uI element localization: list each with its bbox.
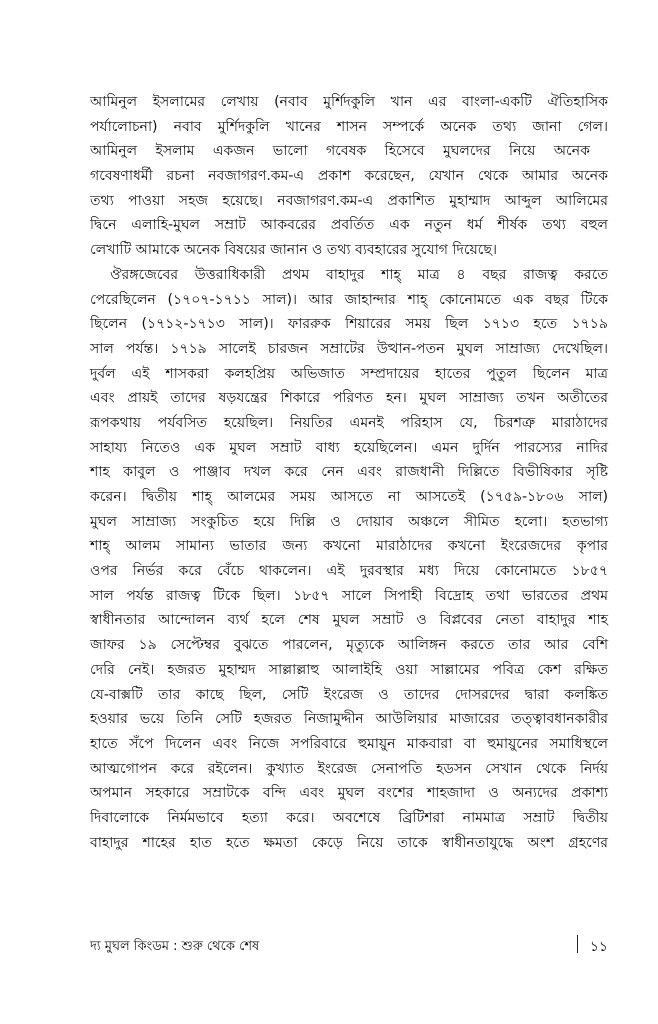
text-line: আত্মগোপন করে রইলেন। কুখ্যাত ইংরেজ সেনাপতি হডসন সেখান থেকে নির্দয়	[90, 760, 608, 777]
text-line: শাহ কাবুল ও পাঞ্জাব দখল করে নেন এবং রাজধানী দিল্লিতে বিভীষিকার সৃষ্টি	[90, 464, 608, 481]
text-line: দেরি নেই। হজরত মুহাম্মদ সাল্লাল্লাহু আলাইহি ওয়া সাল্লামের পবিত্র কেশ রক্ষিত	[90, 661, 608, 678]
text-line: ছিলেন (১৭১২-১৭১৩ সাল)। ফাররুক শিয়ারের সময় ছিল ১৭১৩ হতে ১৭১৯	[90, 316, 608, 333]
page-body	[90, 90, 608, 855]
text-line: শাহ্ আলম সামান্য ভাতার জন্য কখনো মারাঠাদের কখনো ইংরেজদের কৃপার	[90, 538, 608, 555]
paragraph-1	[90, 90, 608, 263]
text-line: করেন। দ্বিতীয় শাহ্ আলমের সময় আসতে না আসতেই (১৭৫৯-১৮০৬ সাল)	[90, 489, 608, 505]
text-line: ঔরঙ্গজেবের উত্তরাধিকারী প্রথম বাহাদুর শাহ্ মাত্র ৪ বছর রাজত্ব করতে	[110, 266, 608, 283]
text-line: ওপর নির্ভর করে বেঁচে থাকলেন। এই দুরবস্থার মধ্য দিয়ে কোনোমতে ১৮৫৭	[90, 563, 608, 580]
paragraph-2	[90, 263, 608, 856]
text-line: গবেষণাধর্মী রচনা নবজাগরণ.কম-এ প্রকাশ করেছেন, যেখান থেকে আমার অনেক	[90, 168, 608, 185]
text-line: স্বাধীনতার আন্দোলন ব্যর্থ হলে শেষ মুঘল সম্রাট ও বিপ্লবের নেতা বাহাদুর শাহ	[90, 612, 608, 629]
text-line: বাহাদুর শাহের হাত হতে ক্ষমতা কেড়ে নিয়ে তাকে স্বাধীনতাযুদ্ধে অংশ গ্রহণের	[90, 834, 608, 851]
text-line: আমিনুল ইসলাম একজন ভালো গবেষক হিসেবে মুঘলদের নিয়ে অনেক	[90, 143, 590, 160]
text-line: জাফর ১৯ সেপ্টেম্বর বুঝতে পারলেন, মৃত্যুকে আলিঙ্গন করতে তার আর বেশি	[90, 637, 608, 654]
text-line: দুর্বল এই শাসকরা কলহপ্রিয় অভিজাত সম্প্রদায়ের হাতের পুতুল ছিলেন মাত্র	[90, 365, 608, 382]
text-line: তথ্য পাওয়া সহজ হয়েছে। নবজাগরণ.কম-এ প্রকাশিত মুহাম্মাদ আব্দুল আলিমের	[90, 192, 608, 209]
text-line: দিবালোকে নির্মমভাবে হত্যা করে। অবশেষে ব্রিটিশরা নামমাত্র সম্রাট দ্বিতীয়	[90, 809, 608, 826]
text-line: মুঘল সাম্রাজ্য সংকুচিত হয়ে দিল্লি ও দোয়াব অঞ্চলে সীমিত হলো। হতভাগ্য	[90, 513, 608, 530]
text-line: হওয়ার ভয়ে তিনি সেটি হজরত নিজামুদ্দীন আউলিয়ার মাজারের তত্ত্বাবধানকারীর	[90, 711, 608, 728]
text-line: হাতে সঁপে দিলেন এবং নিজে সপরিবারে হুমায়ুন মাকবারা বা হুমায়ুনের সমাধিস্থলে	[90, 735, 608, 752]
footer-separator	[577, 935, 578, 953]
text-line: অপমান সহকারে সম্রাটকে বন্দি এবং মুঘল বংশের শাহজাদা ও অন্যদের প্রকাশ্য	[90, 785, 608, 802]
text-line: যে-বাক্সটি তার কাছে ছিল, সেটি ইংরেজ ও তাদের দোসরদের দ্বারা কলঙ্কিত	[90, 686, 608, 703]
text-line: সাল পর্যন্ত রাজত্ব টিকে ছিল। ১৮৫৭ সালে সিপাহী বিদ্রোহ তথা ভারতের প্রথম	[90, 587, 608, 604]
text-line: সাল পর্যন্ত। ১৭১৯ সালেই চারজন সম্রাটের উত্থান-পতন মুঘল সাম্রাজ্য দেখেছিল।	[90, 340, 608, 357]
text-line: সাহায্য নিতেও এক মুঘল সম্রাট বাধ্য হয়েছিলেন। এমন দুর্দিন পারস্যের নাদির	[90, 439, 608, 456]
text-line: রূপকথায় পর্যবসিত হয়েছিল। নিয়তির এমনই পরিহাস যে, চিরশত্রু মারাঠাদের	[90, 414, 608, 431]
text-line: আমিনুল ইসলামের লেখায় (নবাব মুর্শিদকুলি খান এর বাংলা-একটি ঐতিহাসিক	[90, 94, 608, 110]
text-line: পেরেছিলেন (১৭০৭-১৭১১ সাল)। আর জাহান্দার শাহ্ কোনোমতে এক বছর টিকে	[90, 291, 608, 308]
text-line: পর্যালোচনা) নবাব মুর্শিদকুলি খানের শাসন সম্পর্কে অনেক তথ্য জানা গেল।	[90, 118, 608, 135]
text-line: এবং প্রায়ই তাদের ষড়যন্ত্রের শিকারে পরিণত হন। মুঘল সাম্রাজ্য তখন অতীতের	[90, 390, 608, 407]
page-footer	[90, 937, 608, 957]
text-line: দ্বিনে এলাহি-মুঘল সম্রাট আকবরের প্রবর্তিত এক নতুন ধর্ম শীর্ষক তথ্য বহুল	[90, 217, 608, 234]
page-number: ১১	[589, 939, 608, 955]
running-title: দ্য মুঘল কিংডম : শুরু থেকে শেষ	[90, 939, 260, 954]
text-line: লেখাটি আমাকে অনেক বিষয়ের জানান ও তথ্য ব্যবহারের সুযোগ দিয়েছে।	[90, 242, 497, 259]
